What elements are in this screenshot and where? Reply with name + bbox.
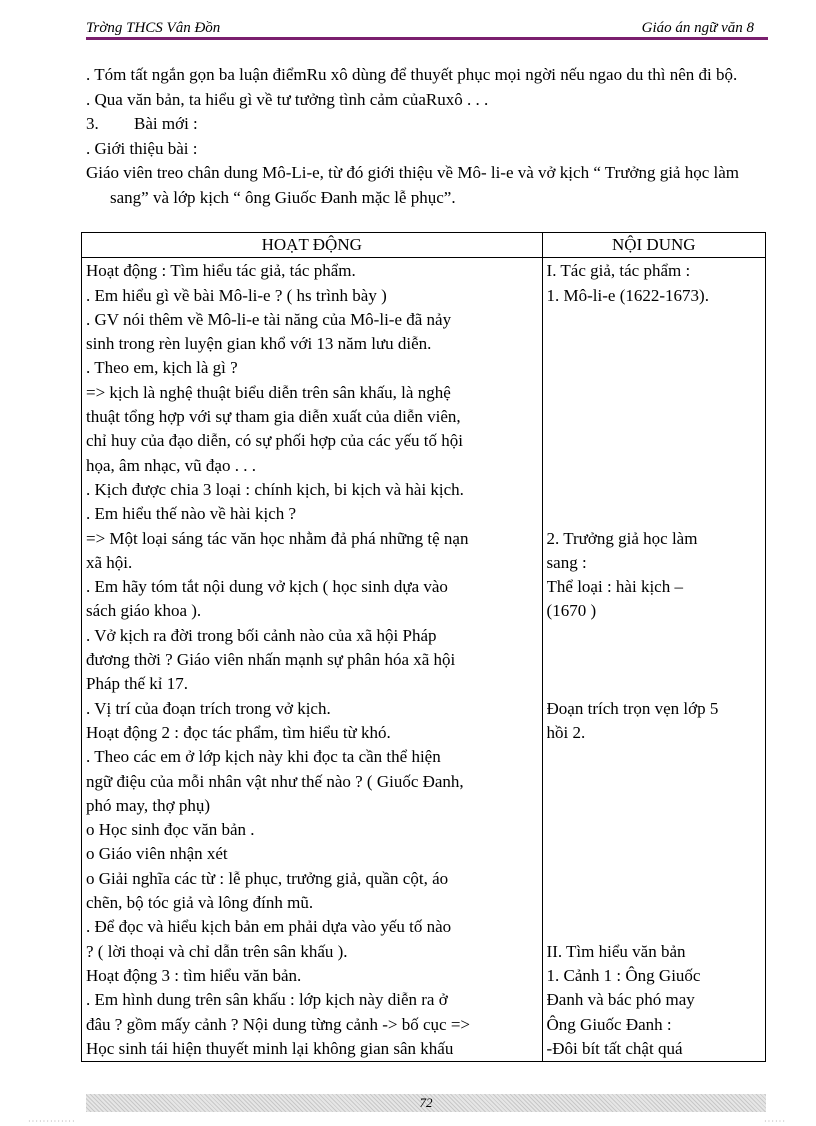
- content-spacer: [547, 672, 761, 696]
- activity-cell: [82, 258, 543, 1062]
- section-number: 3.: [86, 114, 99, 133]
- content-line: Đanh và bác phó may: [546, 990, 695, 1010]
- content-line: Thể loại : hài kịch –: [546, 577, 683, 597]
- content-spacer: [547, 794, 761, 818]
- activity-line: . Em hiểu thế nào về hài kịch ?: [86, 504, 297, 524]
- activity-line: => Một loại sáng tác văn học nhằm đả phá những tệ nạn: [86, 528, 469, 548]
- content-line: 2. Trưởng giả học làm: [546, 528, 698, 548]
- table-header-row: [82, 233, 766, 258]
- content-spacer: [547, 915, 761, 939]
- content-spacer: [547, 405, 761, 429]
- content-spacer: [547, 867, 761, 891]
- content-line: 1. Mô-li-e (1622-1673).: [546, 285, 709, 305]
- content-spacer: [547, 770, 761, 794]
- activity-line: họa, âm nhạc, vũ đạo . . .: [86, 455, 256, 475]
- intro-section: [86, 63, 766, 210]
- page-footer: [86, 1094, 766, 1112]
- content-spacer: [547, 502, 761, 526]
- footer-dots-left: ·············: [28, 1117, 76, 1126]
- activity-line: chẽn, bộ tóc giả và lông đính mũ.: [86, 893, 314, 913]
- activity-line: ngữ điệu của mỗi nhân vật như thế nào ? ( Giuốc Đanh,: [86, 771, 464, 791]
- content-line: (1670 ): [546, 601, 597, 621]
- header-activity: HOẠT ĐỘNG: [82, 233, 543, 258]
- content-cell: [542, 258, 765, 1062]
- content-spacer: [547, 308, 761, 332]
- activity-line: Hoạt động : Tìm hiểu tác giả, tác phẩm.: [86, 261, 356, 281]
- activity-line: ? ( lời thoại và chỉ dẫn trên sân khấu ).: [86, 941, 348, 961]
- activity-line: sinh trong rèn luyện gian khổ với 13 năm lưu diễn.: [86, 334, 432, 354]
- activity-line: . Em hãy tóm tắt nội dung vở kịch ( học sinh dựa vào: [86, 577, 448, 597]
- content-line: 1. Cảnh 1 : Ông Giuốc: [546, 965, 701, 985]
- section-title: Bài mới :: [134, 114, 198, 133]
- activity-line: sách giáo khoa ).: [86, 601, 202, 621]
- activity-line: => kịch là nghệ thuật biểu diễn trên sân khấu, là nghệ: [86, 382, 451, 402]
- lesson-table: [81, 232, 766, 1062]
- intro-paragraph: . Tóm tất ngắn gọn ba luận điểmRu xô dùng để thuyết phục mọi ngời nếu ngao du thì nên đi bộ.: [86, 65, 738, 84]
- subject-title: Giáo án ngữ văn 8: [641, 20, 754, 36]
- page-header: [86, 20, 768, 38]
- intro-paragraph: . Giới thiệu bài :: [86, 138, 198, 158]
- activity-line: . Vị trí của đoạn trích trong vở kịch.: [86, 698, 331, 718]
- activity-line: . GV nói thêm về Mô-li-e tài năng của Mô-li-e đã nảy: [86, 309, 452, 329]
- intro-heading: [86, 112, 766, 137]
- activity-line: . Để đọc và hiểu kịch bản em phải dựa vào yếu tố nào: [86, 917, 452, 937]
- page-number: 72: [419, 1095, 433, 1110]
- activity-line: . Theo em, kịch là gì ?: [86, 358, 238, 378]
- activity-line: o Học sinh đọc văn bản .: [86, 820, 255, 840]
- content-spacer: [547, 891, 761, 915]
- content-line: hồi 2.: [546, 722, 586, 742]
- activity-line: . Kịch được chia 3 loại : chính kịch, bi kịch và hài kịch.: [86, 479, 464, 499]
- activity-line: đương thời ? Giáo viên nhấn mạnh sự phân hóa xã hội: [86, 650, 456, 670]
- content-spacer: [547, 454, 761, 478]
- content-line: -Đôi bít tất chật quá: [546, 1038, 683, 1058]
- school-name: Trờng THCS Vân Đồn: [86, 20, 221, 36]
- content-line: sang :: [546, 552, 587, 572]
- activity-line: đâu ? gồm mấy cảnh ? Nội dung từng cảnh -> bố cục =>: [86, 1014, 471, 1034]
- activity-line: chỉ huy của đạo diễn, có sự phối hợp của các yếu tố hội: [86, 431, 463, 451]
- intro-paragraph: Giáo viên treo chân dung Mô-Li-e, từ đó giới thiệu về Mô- li-e và vở kịch “ Trưởng giả học làm sang” và lớp kịch “ ông Giuốc Đanh mặc lễ phục”.: [86, 163, 740, 207]
- activity-line: . Em hiểu gì về bài Mô-li-e ? ( hs trình bày ): [86, 285, 387, 305]
- content-spacer: [547, 745, 761, 769]
- activity-line: xã hội.: [86, 552, 133, 572]
- content-spacer: [547, 429, 761, 453]
- content-spacer: [547, 381, 761, 405]
- header-content: NỘI DUNG: [542, 233, 765, 258]
- content-line: Ông Giuốc Đanh :: [546, 1014, 672, 1034]
- content-line: II. Tìm hiểu văn bản: [546, 941, 686, 961]
- header-divider: [86, 37, 768, 40]
- activity-line: . Vở kịch ra đời trong bối cảnh nào của xã hội Pháp: [86, 625, 437, 645]
- activity-line: o Giải nghĩa các từ : lễ phục, trưởng giả, quần cột, áo: [86, 868, 449, 888]
- activity-line: Pháp thế kỉ 17.: [86, 674, 188, 694]
- content-spacer: [547, 624, 761, 648]
- content-spacer: [547, 842, 761, 866]
- activity-line: phó may, thợ phụ): [86, 795, 211, 815]
- content-line: I. Tác giả, tác phẩm :: [546, 261, 691, 281]
- intro-paragraph: . Qua văn bản, ta hiểu gì về tư tưởng tình cảm củaRuxô . . .: [86, 89, 489, 109]
- content-spacer: [547, 332, 761, 356]
- activity-line: Hoạt động 2 : đọc tác phẩm, tìm hiểu từ khó.: [86, 722, 391, 742]
- activity-line: Học sinh tái hiện thuyết minh lại không gian sân khấu: [86, 1038, 454, 1058]
- content-spacer: [547, 648, 761, 672]
- content-line: Đoạn trích trọn vẹn lớp 5: [546, 698, 719, 718]
- table-body-row: [82, 258, 766, 1062]
- footer-dots-right: ······: [764, 1117, 786, 1126]
- content-spacer: [547, 478, 761, 502]
- activity-line: . Em hình dung trên sân khấu : lớp kịch này diễn ra ở: [86, 990, 448, 1010]
- content-spacer: [547, 356, 761, 380]
- activity-line: thuật tổng hợp với sự tham gia diễn xuất của diễn viên,: [86, 407, 461, 427]
- activity-line: Hoạt động 3 : tìm hiểu văn bản.: [86, 965, 302, 985]
- activity-line: o Giáo viên nhận xét: [86, 844, 228, 864]
- activity-line: . Theo các em ở lớp kịch này khi đọc ta cần thể hiện: [86, 747, 441, 767]
- content-spacer: [547, 818, 761, 842]
